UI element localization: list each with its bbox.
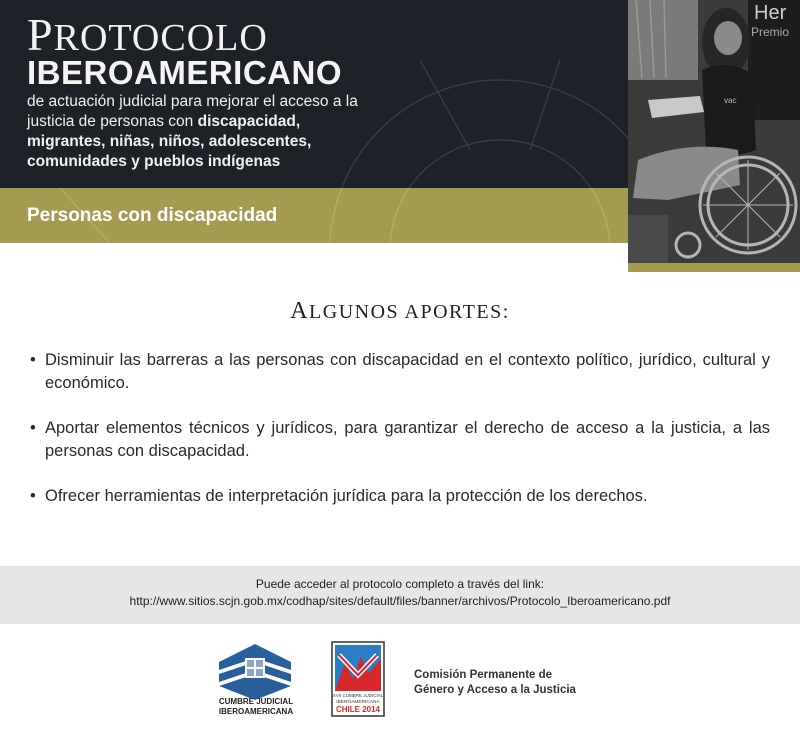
subtitle-bold: discapacidad, migrantes, niñas, niños, adolescentes, comunidades y pueblos indígenas (27, 113, 312, 170)
chile-logo-small: XVII CUMBRE JUDICIAL (332, 693, 384, 698)
chile-logo-mid: IBEROAMERICANA (336, 700, 380, 705)
photo-sign-text: Her (754, 2, 787, 24)
chile-2014-logo (331, 641, 385, 717)
photo-sign-subtext: Premio (751, 25, 790, 39)
heading-rest: LGUNOS APORTES: (309, 301, 510, 323)
photo-shirt-text: vac (724, 96, 737, 105)
photo-accent-strip (628, 263, 800, 272)
title-iberoamericano: IBEROAMERICANO (27, 54, 343, 91)
commission-line-1: Comisión Permanente de (414, 669, 553, 681)
link-bar (0, 566, 800, 624)
list-item (30, 485, 770, 508)
list-item-text: Ofrecer herramientas de interpretación jurídica para la protección de los derechos. (45, 487, 648, 505)
title-protocolo-rest: ROTOCOLO (53, 17, 268, 59)
subtitle-plain: de actuación judicial para mejorar el acceso a la justicia de personas con (27, 93, 358, 130)
title-protocolo-initial: P (27, 9, 54, 60)
list-item (30, 417, 770, 463)
wheelchair-photo (628, 0, 800, 263)
band-label: Personas con discapacidad (27, 205, 278, 226)
list-item-text: Disminuir las barreras a las personas con discapacidad en el contexto político, jurídico, cultural y económico. (45, 351, 770, 392)
heading-initial: A (290, 298, 310, 324)
header-banner (0, 0, 628, 188)
list-item (30, 349, 770, 395)
section-heading (0, 298, 800, 325)
commission-line-2: Género y Acceso a la Justicia (414, 684, 576, 696)
bullet-icon: • (30, 419, 36, 437)
bullet-icon: • (30, 351, 36, 369)
list-item-text: Aportar elementos técnicos y jurídicos, para garantizar el derecho de acceso a la justicia, a las personas con discapacidad. (45, 419, 770, 460)
cumbre-line-1: CUMBRE JUDICIAL (218, 697, 294, 706)
bullet-icon: • (30, 487, 36, 505)
cumbre-judicial-label (209, 697, 303, 717)
protocol-link[interactable]: http://www.sitios.scjn.gob.mx/codhap/sites/default/files/banner/archivos/Protocolo_Iberoamericano.pdf (129, 594, 671, 608)
commission-label (414, 668, 576, 698)
link-intro: Puede acceder al protocolo completo a través del link: (255, 577, 545, 591)
wheelchair-photo-illustration (628, 0, 800, 263)
contributions-list (30, 349, 770, 530)
section-band (0, 188, 628, 243)
subtitle (27, 92, 367, 172)
cumbre-line-2: IBEROAMERICANA (218, 707, 294, 716)
chile-logo-big: CHILE 2014 (335, 705, 381, 714)
